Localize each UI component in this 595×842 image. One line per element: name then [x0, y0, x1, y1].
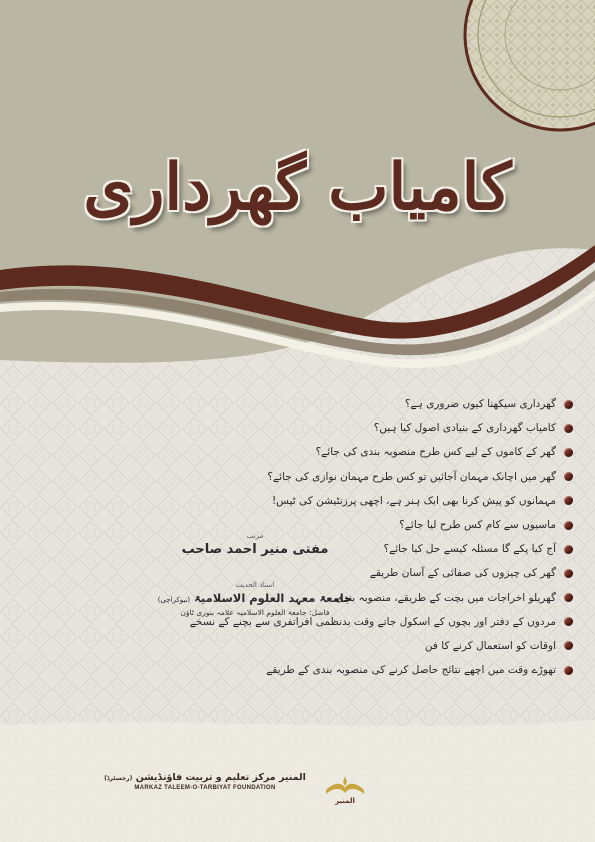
publisher-block	[95, 772, 315, 791]
bullet-icon	[564, 521, 573, 530]
institution-name	[150, 591, 360, 605]
graduate-info: فاضل: جامعۃ العلوم الاسلامیہ علامہ بنوری ٹاؤن	[180, 608, 330, 617]
topic-item	[213, 489, 573, 513]
bullet-icon	[564, 569, 573, 578]
topic-item	[213, 658, 573, 682]
topic-text: آج کیا پکے گا مسئلہ کیسے حل کیا جائے؟	[383, 543, 556, 556]
topic-item	[213, 465, 573, 489]
bullet-icon	[564, 472, 573, 481]
foundation-title: المنیر مرکز تعلیم و تربیت فاؤنڈیشن	[135, 772, 306, 783]
bullet-icon	[564, 448, 573, 457]
topic-item	[213, 416, 573, 440]
bullet-icon	[564, 617, 573, 626]
topic-text: گھریلو اخراجات میں بچت کے طریقے، منصوبہ بندی	[335, 591, 556, 604]
institution-title: جامعۃ معہد العلوم الاسلامیۃ	[194, 591, 353, 605]
teacher-label: استاذ الحدیث	[235, 581, 275, 589]
foundation-name-urdu	[95, 772, 315, 783]
topic-item	[213, 392, 573, 416]
bullet-icon	[564, 641, 573, 650]
topic-text: مہمانوں کو پیش کرنا بھی ایک ہنر ہے، اچھی پرزنٹیشن کی ٹپس!	[271, 494, 556, 507]
author-name: مفتی منیر احمد صاحب	[181, 542, 329, 557]
topic-text: ماسیوں سے کام کس طرح لیا جائے؟	[399, 519, 556, 532]
foundation-name-english: MARKAZ TALEEM-O-TARBIYAT FOUNDATION	[134, 785, 276, 791]
bullet-icon	[564, 666, 573, 675]
author-block	[150, 532, 360, 617]
publisher-logo	[320, 772, 370, 806]
topic-text: گھر کے کاموں کے لیے کس طرح منصوبہ بندی کی جائے؟	[315, 446, 556, 459]
topic-item	[213, 440, 573, 464]
institution-suffix: (نیوکراچی)	[157, 596, 191, 604]
topic-text: گھر میں اچانک مہمان آجائیں تو کس طرح مہمان نوازی کی جائے؟	[267, 470, 556, 483]
topic-text: گھرداری سیکھنا کیوں ضروری ہے؟	[404, 398, 556, 411]
topic-text: گھر کی چیزوں کی صفائی کے آسان طریقے	[369, 567, 556, 580]
topic-text: اوقات کو استعمال کرنے کا فن	[424, 639, 556, 652]
publisher-logo-text: المنیر	[335, 797, 355, 805]
bullet-icon	[564, 593, 573, 602]
bullet-icon	[564, 496, 573, 505]
book-title: کامیاب گھرداری	[83, 150, 512, 225]
topic-item	[213, 634, 573, 658]
bullet-icon	[564, 400, 573, 409]
topic-text: کامیاب گھرداری کے بنیادی اصول کیا ہیں؟	[373, 422, 556, 435]
topic-text: مردوں کے دفتر اور بچوں کے اسکول جاتے وقت بدنظمی افراتفری سے بچنے کے نسخے	[189, 615, 556, 628]
topic-text: تھوڑے وقت میں اچھے نتائج حاصل کرنے کی منصوبہ بندی کے طریقے	[266, 664, 556, 677]
bullet-icon	[564, 545, 573, 554]
bullet-icon	[564, 424, 573, 433]
registered-badge: (رجسٹرڈ)	[104, 775, 133, 782]
compiler-label: مرتب	[246, 532, 264, 540]
